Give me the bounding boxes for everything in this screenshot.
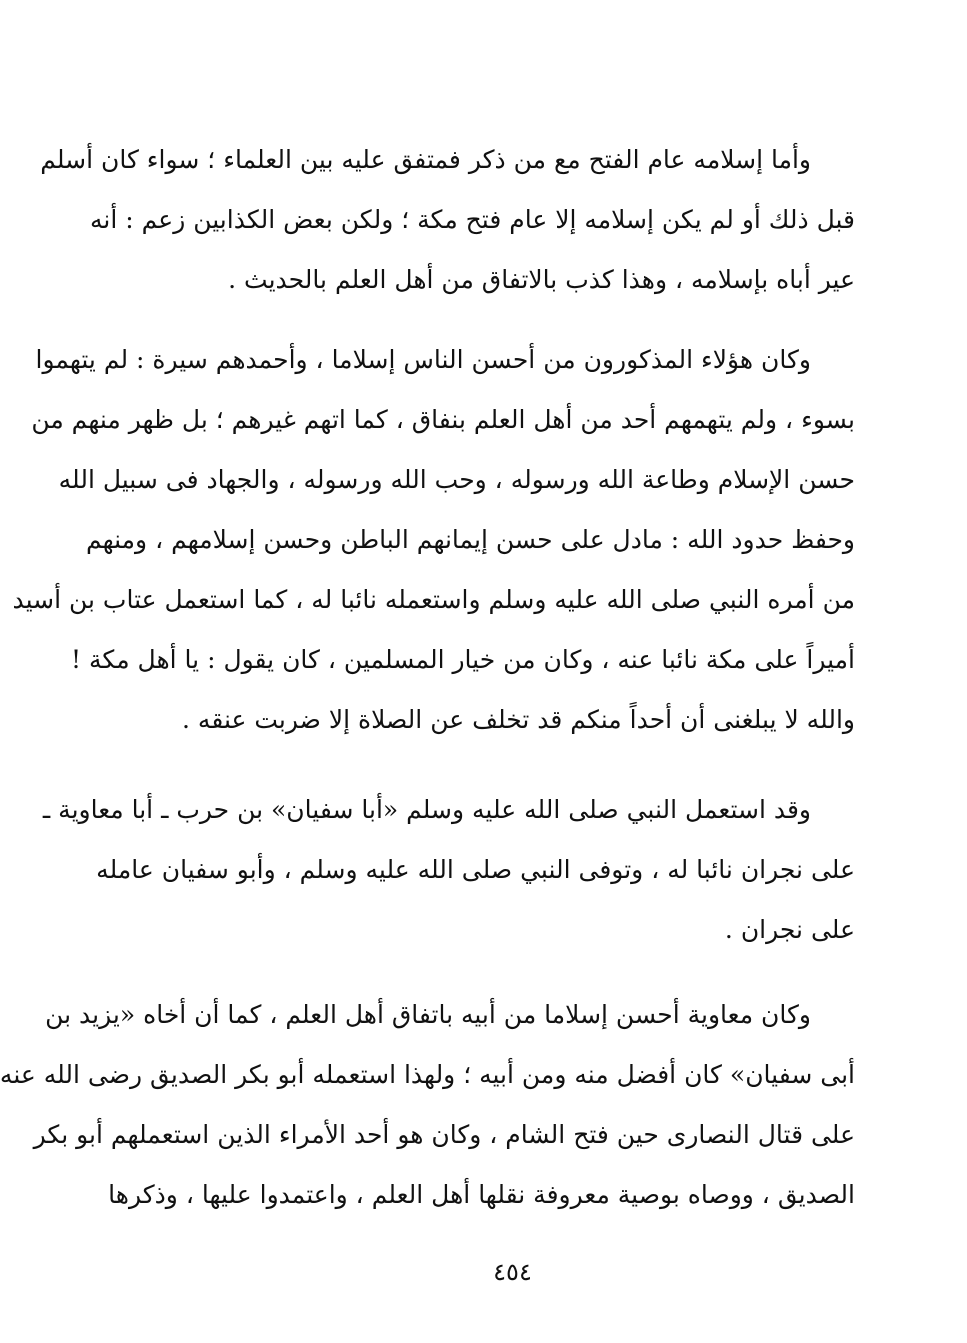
text-line: بسوء ، ولم يتهمهم أحد من أهل العلم بنفاق ، كما اتهم غيرهم ؛ بل ظهر منهم من: [31, 405, 855, 434]
text-line: عير أباه بإسلامه ، وهذا كذب بالاتفاق من أهل العلم بالحديث .: [228, 265, 855, 294]
text-line: الصديق ، ووصاه بوصية معروفة نقلها أهل العلم ، واعتمدوا عليها ، وذكرها: [108, 1180, 855, 1209]
text-line: وكان هؤلاء المذكورون من أحسن الناس إسلاما ، وأحمدهم سيرة : لم يتهموا: [35, 345, 811, 374]
text-line: على نجران .: [724, 915, 855, 944]
text-line: على نجران نائبا له ، وتوفى النبي صلى الله عليه وسلم ، وأبو سفيان عامله: [96, 855, 855, 884]
text-line: قبل ذلك أو لم يكن إسلامه إلا عام فتح مكة ؛ ولكن بعض الكذابين زعم : أنه: [90, 205, 855, 234]
text-line: وأما إسلامه عام الفتح مع من ذكر فمتفق عليه بين العلماء ؛ سواء كان أسلم: [40, 145, 811, 174]
text-line: حسن الإسلام وطاعة الله ورسوله ، وحب الله ورسوله ، والجهاد فى سبيل الله: [58, 465, 855, 494]
text-line: وقد استعمل النبي صلى الله عليه وسلم «أبا سفيان» بن حرب ـ أبا معاوية ـ: [42, 795, 811, 824]
text-line: من أمره النبي صلى الله عليه وسلم واستعمله نائبا له ، كما استعمل عتاب بن أسيد: [12, 585, 855, 614]
text-line: أبى سفيان» كان أفضل منه ومن أبيه ؛ ولهذا استعمله أبو بكر الصديق رضى الله عنه: [0, 1060, 855, 1089]
text-line: وحفظ حدود الله : مادل على حسن إيمانهم الباطن وحسن إسلامهم ، ومنهم: [85, 525, 855, 554]
text-line: أميراً على مكة نائبا عنه ، وكان من خيار المسلمين ، كان يقول : يا أهل مكة !: [71, 645, 855, 674]
text-line: وكان معاوية أحسن إسلاما من أبيه باتفاق أهل العلم ، كما أن أخاه «يزيد بن: [45, 1000, 811, 1029]
paragraph-1: [40, 130, 855, 310]
page-number: ٤٥٤: [493, 1258, 532, 1286]
paragraph-4: [0, 985, 855, 1225]
paragraph-2: [12, 330, 855, 750]
text-line: والله لا يبلغنى أن أحداً منكم قد تخلف عن الصلاة إلا ضربت عنقه .: [182, 705, 855, 734]
paragraph-3: [42, 780, 855, 960]
text-line: على قتال النصارى حين فتح الشام ، وكان هو أحد الأمراء الذين استعملهم أبو بكر: [33, 1120, 855, 1149]
